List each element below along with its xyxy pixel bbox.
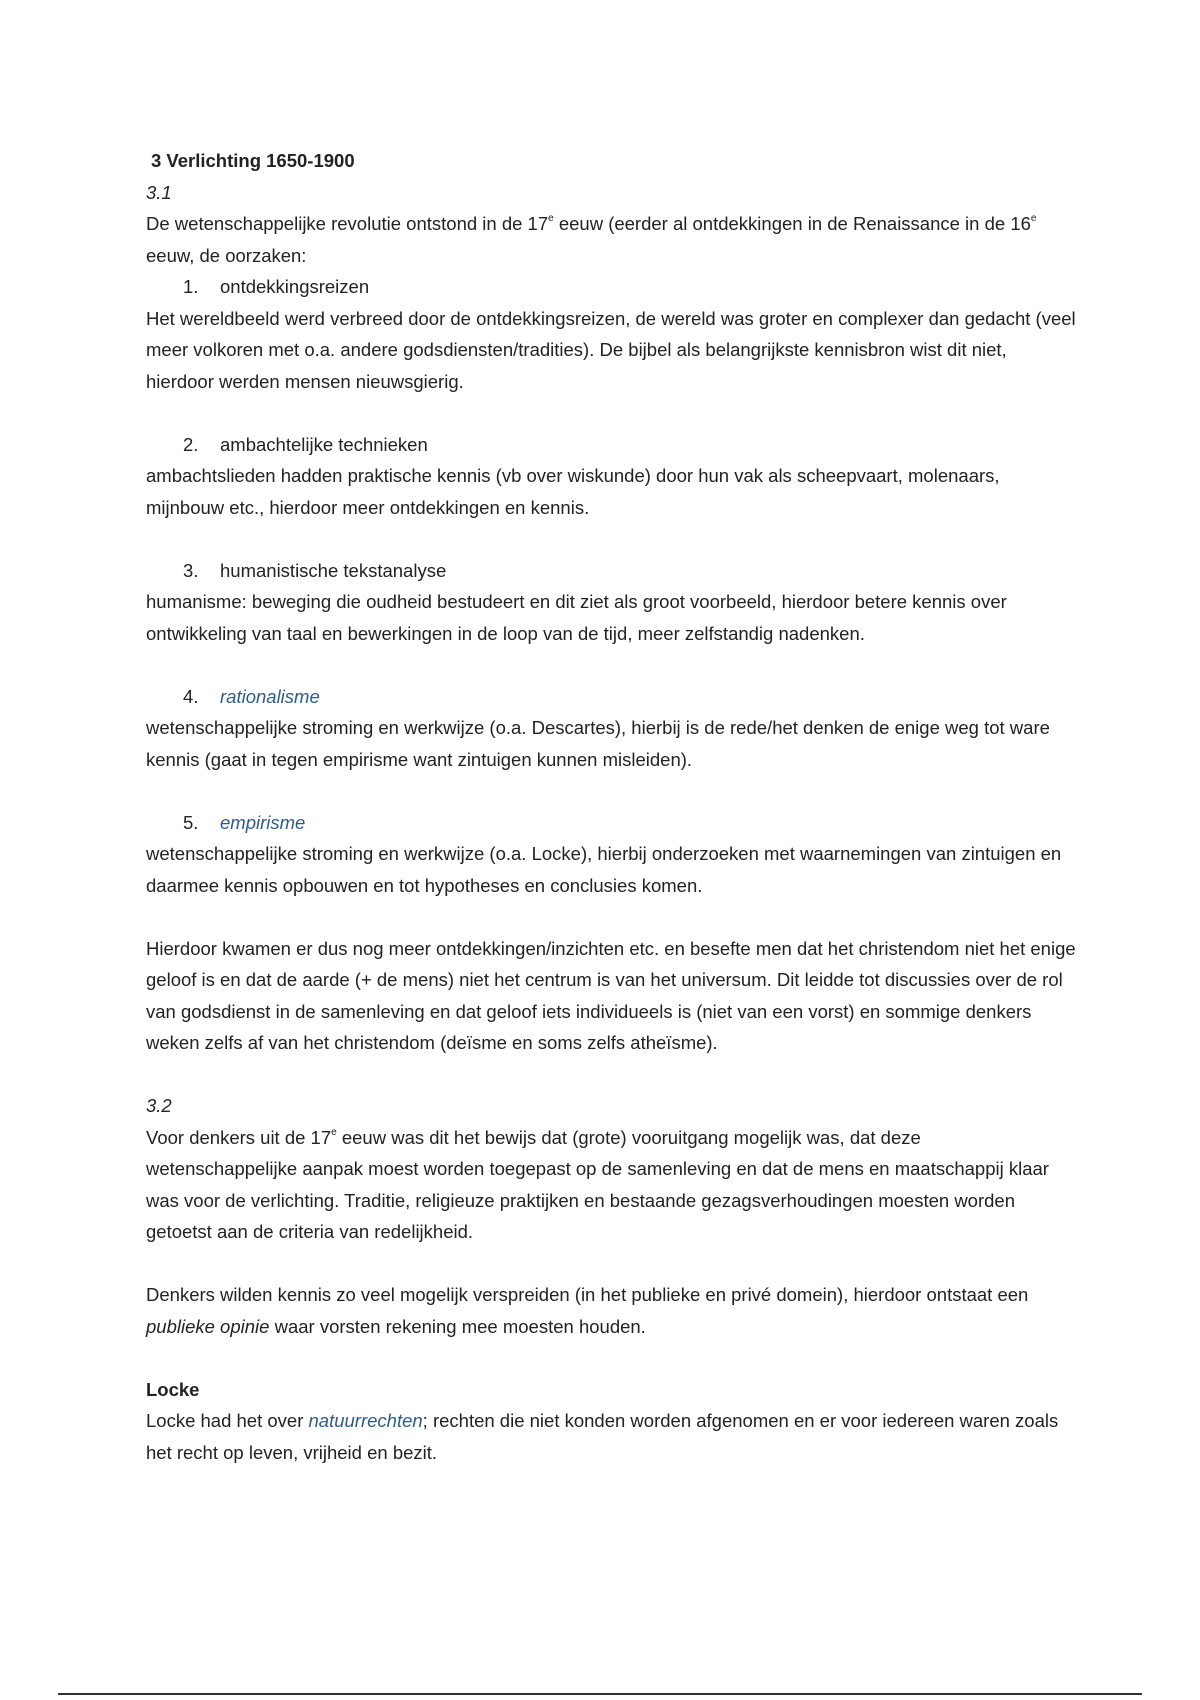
superscript: e bbox=[331, 1126, 337, 1138]
section-heading-3-1: 3.1 bbox=[146, 181, 172, 203]
list-item-heading bbox=[146, 681, 1076, 713]
superscript: e bbox=[1030, 213, 1037, 224]
paragraph-text-start: Voor denkers uit de 17 bbox=[146, 1126, 332, 1148]
locke-paragraph bbox=[146, 1405, 1076, 1468]
emphasis-term: publieke opinie bbox=[146, 1315, 270, 1337]
locke-heading: Locke bbox=[146, 1378, 200, 1400]
list-number: 4. bbox=[183, 685, 199, 707]
intro-text-start: De wetenschappelijke revolutie ontstond in de 17 bbox=[146, 213, 549, 234]
list-item-heading bbox=[146, 807, 1076, 839]
list-number: 5. bbox=[183, 811, 199, 833]
list-label: ambachtelijke technieken bbox=[220, 433, 428, 455]
spacer bbox=[146, 775, 1076, 807]
superscript: e bbox=[548, 213, 554, 224]
spacer bbox=[146, 1059, 1076, 1091]
footer-divider bbox=[58, 1693, 1142, 1695]
intro-text-middle: eeuw (eerder al ontdekkingen in de Renaissance in de 16 bbox=[553, 213, 1031, 234]
emphasis-term: natuurrechten bbox=[308, 1410, 423, 1431]
intro-text-end: eeuw, de oorzaken: bbox=[146, 244, 307, 266]
spacer bbox=[146, 649, 1076, 681]
paragraph-text-start: Locke had het over bbox=[146, 1410, 309, 1431]
list-item-text: Het wereldbeeld werd verbreed door de ontdekkingsreizen, de wereld was groter en complexer dan gedacht (veel meer volkoren met o.a. andere godsdiensten/tradities). De bijbel als belangrijkste kennisbron wist dit niet, hierdoor werden mensen nieuwsgierig. bbox=[146, 307, 1076, 392]
list-item-text: humanisme: beweging die oudheid bestudeert en dit ziet als groot voorbeeld, hierdoor betere kennis over ontwikkeling van taal en bewerkingen in de loop van de tijd, meer zelfstandig nadenken. bbox=[146, 591, 1007, 644]
list-label-emphasis: rationalisme bbox=[220, 685, 320, 707]
intro-paragraph bbox=[146, 208, 1076, 271]
section-3-2-paragraph-1 bbox=[146, 1122, 1076, 1248]
list-item-heading bbox=[146, 271, 1076, 303]
paragraph-text-end: ; rechten die niet konden worden afgenomen en er voor iedereen waren zoals het recht op leven, vrijheid en bezit. bbox=[146, 1410, 1059, 1463]
list-number: 1. bbox=[183, 276, 199, 297]
paragraph-text-start: Denkers wilden kennis zo veel mogelijk verspreiden (in het publieke en privé domein), hierdoor ontstaat een bbox=[146, 1284, 1029, 1305]
spacer bbox=[146, 901, 1076, 933]
list-label: ontdekkingsreizen bbox=[220, 276, 370, 297]
spacer bbox=[146, 1248, 1076, 1280]
list-number: 3. bbox=[183, 559, 199, 581]
list-item-text: wetenschappelijke stroming en werkwijze (o.a. Descartes), hierbij is de rede/het denken de enige weg tot ware kennis (gaat in tegen empirisme want zintuigen kunnen misleiden). bbox=[146, 717, 1050, 770]
section-3-2-paragraph-2 bbox=[146, 1279, 1076, 1342]
list-number: 2. bbox=[183, 433, 199, 455]
paragraph-text-end: waar vorsten rekening mee moesten houden. bbox=[269, 1315, 646, 1337]
spacer bbox=[146, 397, 1076, 429]
spacer bbox=[146, 523, 1076, 555]
list-label: humanistische tekstanalyse bbox=[220, 559, 447, 581]
list-item-heading bbox=[146, 429, 1076, 461]
list-item-heading bbox=[146, 555, 1076, 587]
list-item-text: ambachtslieden hadden praktische kennis (vb over wiskunde) door hun vak als scheepvaart, molenaars, mijnbouw etc., hierdoor meer ontdekkingen en kennis. bbox=[146, 465, 1000, 518]
list-item-text: wetenschappelijke stroming en werkwijze (o.a. Locke), hierbij onderzoeken met waarnemingen van zintuigen en daarmee kennis opbouwen en tot hypotheses en conclusies komen. bbox=[146, 843, 1062, 896]
list-label-emphasis: empirisme bbox=[220, 811, 306, 833]
paragraph-text-end: eeuw was dit het bewijs dat (grote) vooruitgang mogelijk was, dat deze wetenschappelijke aanpak moest worden toegepast op de samenleving en dat de mens en maatschappij klaar was voor de verlichting. Traditie, religieuze praktijken en bestaande gezagsverhoudingen moesten worden getoetst aan de criteria van redelijkheid. bbox=[146, 1126, 1049, 1242]
chapter-title: 3 Verlichting 1650-1900 bbox=[151, 150, 355, 171]
document-page bbox=[146, 145, 1076, 1468]
section-heading-3-2: 3.2 bbox=[146, 1095, 172, 1116]
spacer bbox=[146, 1342, 1076, 1374]
conclusion-paragraph: Hierdoor kwamen er dus nog meer ontdekkingen/inzichten etc. en besefte men dat het christendom niet het enige geloof is en dat de aarde (+ de mens) niet het centrum is van het universum. Dit leidde tot discussies over de rol van godsdienst in de samenleving en dat geloof iets individueels is (niet van een vorst) en sommige denkers weken zelfs af van het christendom (deïsme en soms zelfs atheïsme). bbox=[146, 937, 1076, 1053]
